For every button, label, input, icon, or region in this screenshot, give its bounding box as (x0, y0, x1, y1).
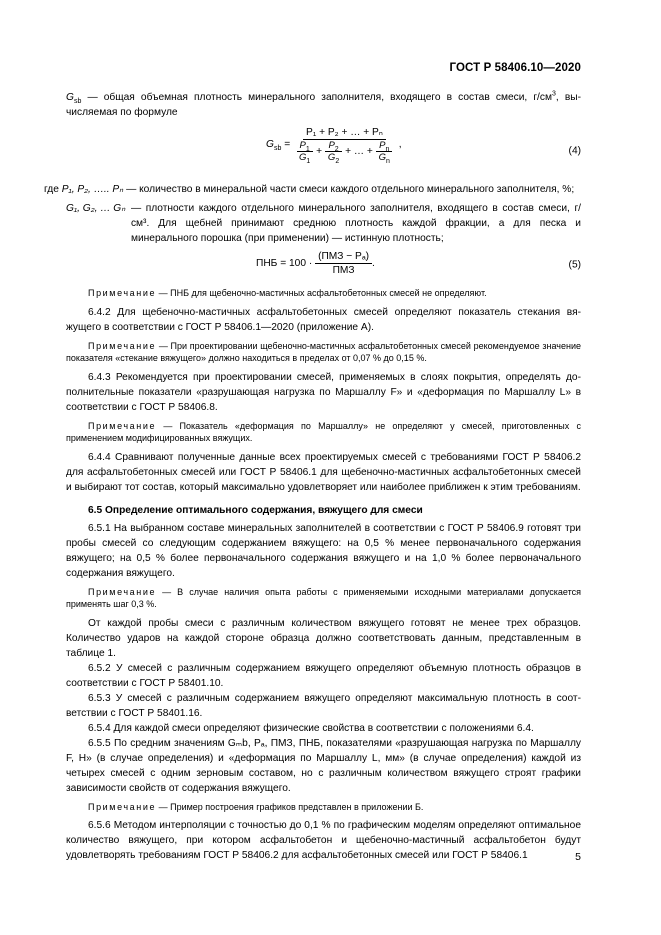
note-prefix: Примечание (88, 586, 157, 597)
note-2 (66, 340, 581, 365)
note-3 (66, 420, 581, 445)
paragraph-6-4-3: 6.4.3 Рекомендуется при проектировании смесей, применяемых в слоях покрытия, определять дополнительные показатели «разрушающая нагрузка по Маршаллу F» и «деформация по Маршаллу L» в соответствии с ГОСТ Р 58406.8. (66, 371, 581, 413)
paragraph-6-5-3: 6.5.3 У смесей с различным содержанием вяжущего определяют максимальную плотность в соответствии с ГОСТ Р 58401.16. (66, 692, 581, 719)
formula-5-numerator: (ПМЗ − Pₐ) (315, 250, 372, 264)
document-code-header: ГОСТ Р 58406.10—2020 (449, 62, 581, 74)
note-3-text: — Показатель «деформация по Маршаллу» не определяют у смесей, приготовленных с применением модифицированных вяжущих. (66, 420, 581, 443)
paragraph-samples: От каждой пробы смеси с различным количеством вяжущего готовят не менее трех образцов. Количество ударов на каждой стороне образца должно соответствовать данным, представленным в таблице 1. (66, 617, 581, 659)
formula-4-comma: , (398, 139, 402, 151)
note-prefix: Примечание (88, 801, 157, 812)
formula-5-number: (5) (568, 259, 581, 271)
note-1 (66, 287, 581, 300)
page-number: 5 (575, 851, 581, 863)
p-terms: P₁, P₂, ….. Pₙ (61, 184, 124, 195)
g-terms: G₁, G₂, … Gₙ (66, 203, 126, 214)
paragraph-6-5-4: 6.5.4 Для каждой смеси определяют физические свойства в соответствии с положениями 6.4. (88, 722, 534, 734)
note-2-text: — При проектировании щебеночно-мастичных асфальтобетонных смесей рекомендуемое значение показателя «стекание вяжущего» должно находиться в пределах от 0,07 % до 0,15 %. (66, 340, 581, 363)
note-prefix: Примечание (88, 288, 157, 298)
note-4-text: — В случае наличия опыта работы с применяемыми исходными материалами допускается применять шаг 0,3 %. (66, 586, 581, 609)
gsb-definition-text-1: — общая объемная плотность минерального заполнителя, входящего в состав смеси, г/см (87, 92, 552, 103)
gsb-unit-exponent: 3 (551, 90, 556, 98)
note-prefix: Примечание (88, 420, 157, 431)
formula-4-den-plus: + (316, 146, 323, 158)
formula-4-den-term-2: $\frac{P_2}{G_2}$ (325, 140, 342, 163)
formula-5-period: . (372, 258, 375, 270)
p-description: — количество в минеральной части смеси каждого отдельного минерального заполнителя, %; (126, 184, 575, 195)
formula-4-expression (266, 126, 402, 163)
paragraph-6-5-6: 6.5.6 Методом интерполяции с точностью до 0,1 % по графическим моделям определяют оптимальное количество вяжущего, при котором асфальтобетон и щебеночно-мастичный асфальтобетон будут удовлетворять требованиям ГОСТ Р 58406.2 для асфальтобетонных смесей или ГОСТ Р 58406.1 (66, 820, 581, 861)
formula-5-expression (256, 250, 375, 277)
formula-5-lhs: ПНБ (256, 258, 278, 270)
formula-4-equals: = (284, 139, 291, 151)
formula-5 (66, 248, 581, 282)
gsb-definition (66, 90, 581, 120)
g-description: — плотности каждого отдельного минерального заполнителя, входящего в состав смеси, г/см³. Для щебней принимают среднюю плотность каждой фракции, а для песка и минерального порошка (при применении) — истинную плотность; (130, 203, 581, 244)
formula-5-coefficient: 100 · (289, 258, 313, 270)
formula-5-fraction (315, 250, 372, 277)
note-prefix: Примечание (88, 340, 157, 351)
formula-4-lhs: G (266, 139, 274, 151)
paragraph-6-5-1: 6.5.1 На выбранном составе минеральных заполнителей в соответствии с ГОСТ Р 58406.9 готовят три пробы смесей со следующим содержанием вяжущего: на 0,5 % менее первоначального содержания вяжущего; на 0,5 % более первоначального содержания вяжущего и на 1,0 % более первоначального содержания вяжущего. (66, 522, 581, 579)
gsb-subscript: sb (73, 98, 82, 106)
paragraph-6-4-4: 6.4.4 Сравнивают полученные данные всех проектируемых смесей с требованиями ГОСТ Р 58406.2 для асфальтобетонных смесей или ГОСТ Р 58406.1 для щебеночно-мастичных асфальтобетонных смесей и выбирают тот состав, который максимально удовлетворяет или наиболее приближен к этим требованиям. (66, 451, 581, 493)
formula-4-den-dots: + … + (345, 146, 373, 158)
paragraph-6-4-2: 6.4.2 Для щебеночно-мастичных асфальтобетонных смесей определяют показатель стекания вяжущего в соответствии с ГОСТ Р 58406.1—2020 (приложение А). (66, 306, 581, 333)
formula-4-lhs-sub: sb (273, 145, 282, 153)
formula-4-fraction (293, 126, 396, 163)
formula-4-denominator (293, 140, 396, 163)
formula-4-den-term-1: $\frac{P_1}{G_1}$ (296, 140, 313, 163)
section-6-5-title: 6.5 Определение оптимального содержания, вяжущего для смеси (88, 504, 423, 516)
page-content (44, 90, 581, 863)
where-p-definition (44, 182, 581, 197)
gsb-symbol: G (66, 92, 74, 103)
formula-4-numerator: P₁ + P₂ + … + Pₙ (303, 126, 386, 140)
formula-5-equals: = (280, 258, 287, 270)
note-4 (66, 586, 581, 611)
where-g-definition (66, 201, 581, 246)
formula-4-number: (4) (568, 145, 581, 157)
where-prefix: где (44, 184, 62, 195)
note-1-text: — ПНБ для щебеночно-мастичных асфальтобетонных смесей не определяют. (158, 288, 487, 298)
note-5-text: — Пример построения графиков представлен в приложении Б. (158, 801, 424, 812)
paragraph-6-5-2: 6.5.2 У смесей с различным содержанием вяжущего определяют объемную плотность образцов в соответствии с ГОСТ Р 58401.10. (66, 662, 581, 689)
formula-5-denominator: ПМЗ (332, 265, 355, 276)
gsb-definition-text-2: , вычисляемая по формуле (66, 92, 581, 118)
note-5 (66, 801, 581, 814)
paragraph-6-5-5: 6.5.5 По средним значениям Gₘb, Pₐ, ПМЗ, ПНБ, показателями «разрушающая нагрузка по Маршаллу F, Н» (в случае определения) и «деформация по Маршаллу L, мм» (в случае определения) каждой из четырех смесей с одним зерновым составом, но с различным количеством вяжущего строят графики зависимости свойств от содержания вяжущего. (66, 737, 581, 794)
formula-4-den-term-n: $\frac{P_n}{G_n}$ (376, 140, 393, 163)
formula-4 (66, 120, 581, 182)
